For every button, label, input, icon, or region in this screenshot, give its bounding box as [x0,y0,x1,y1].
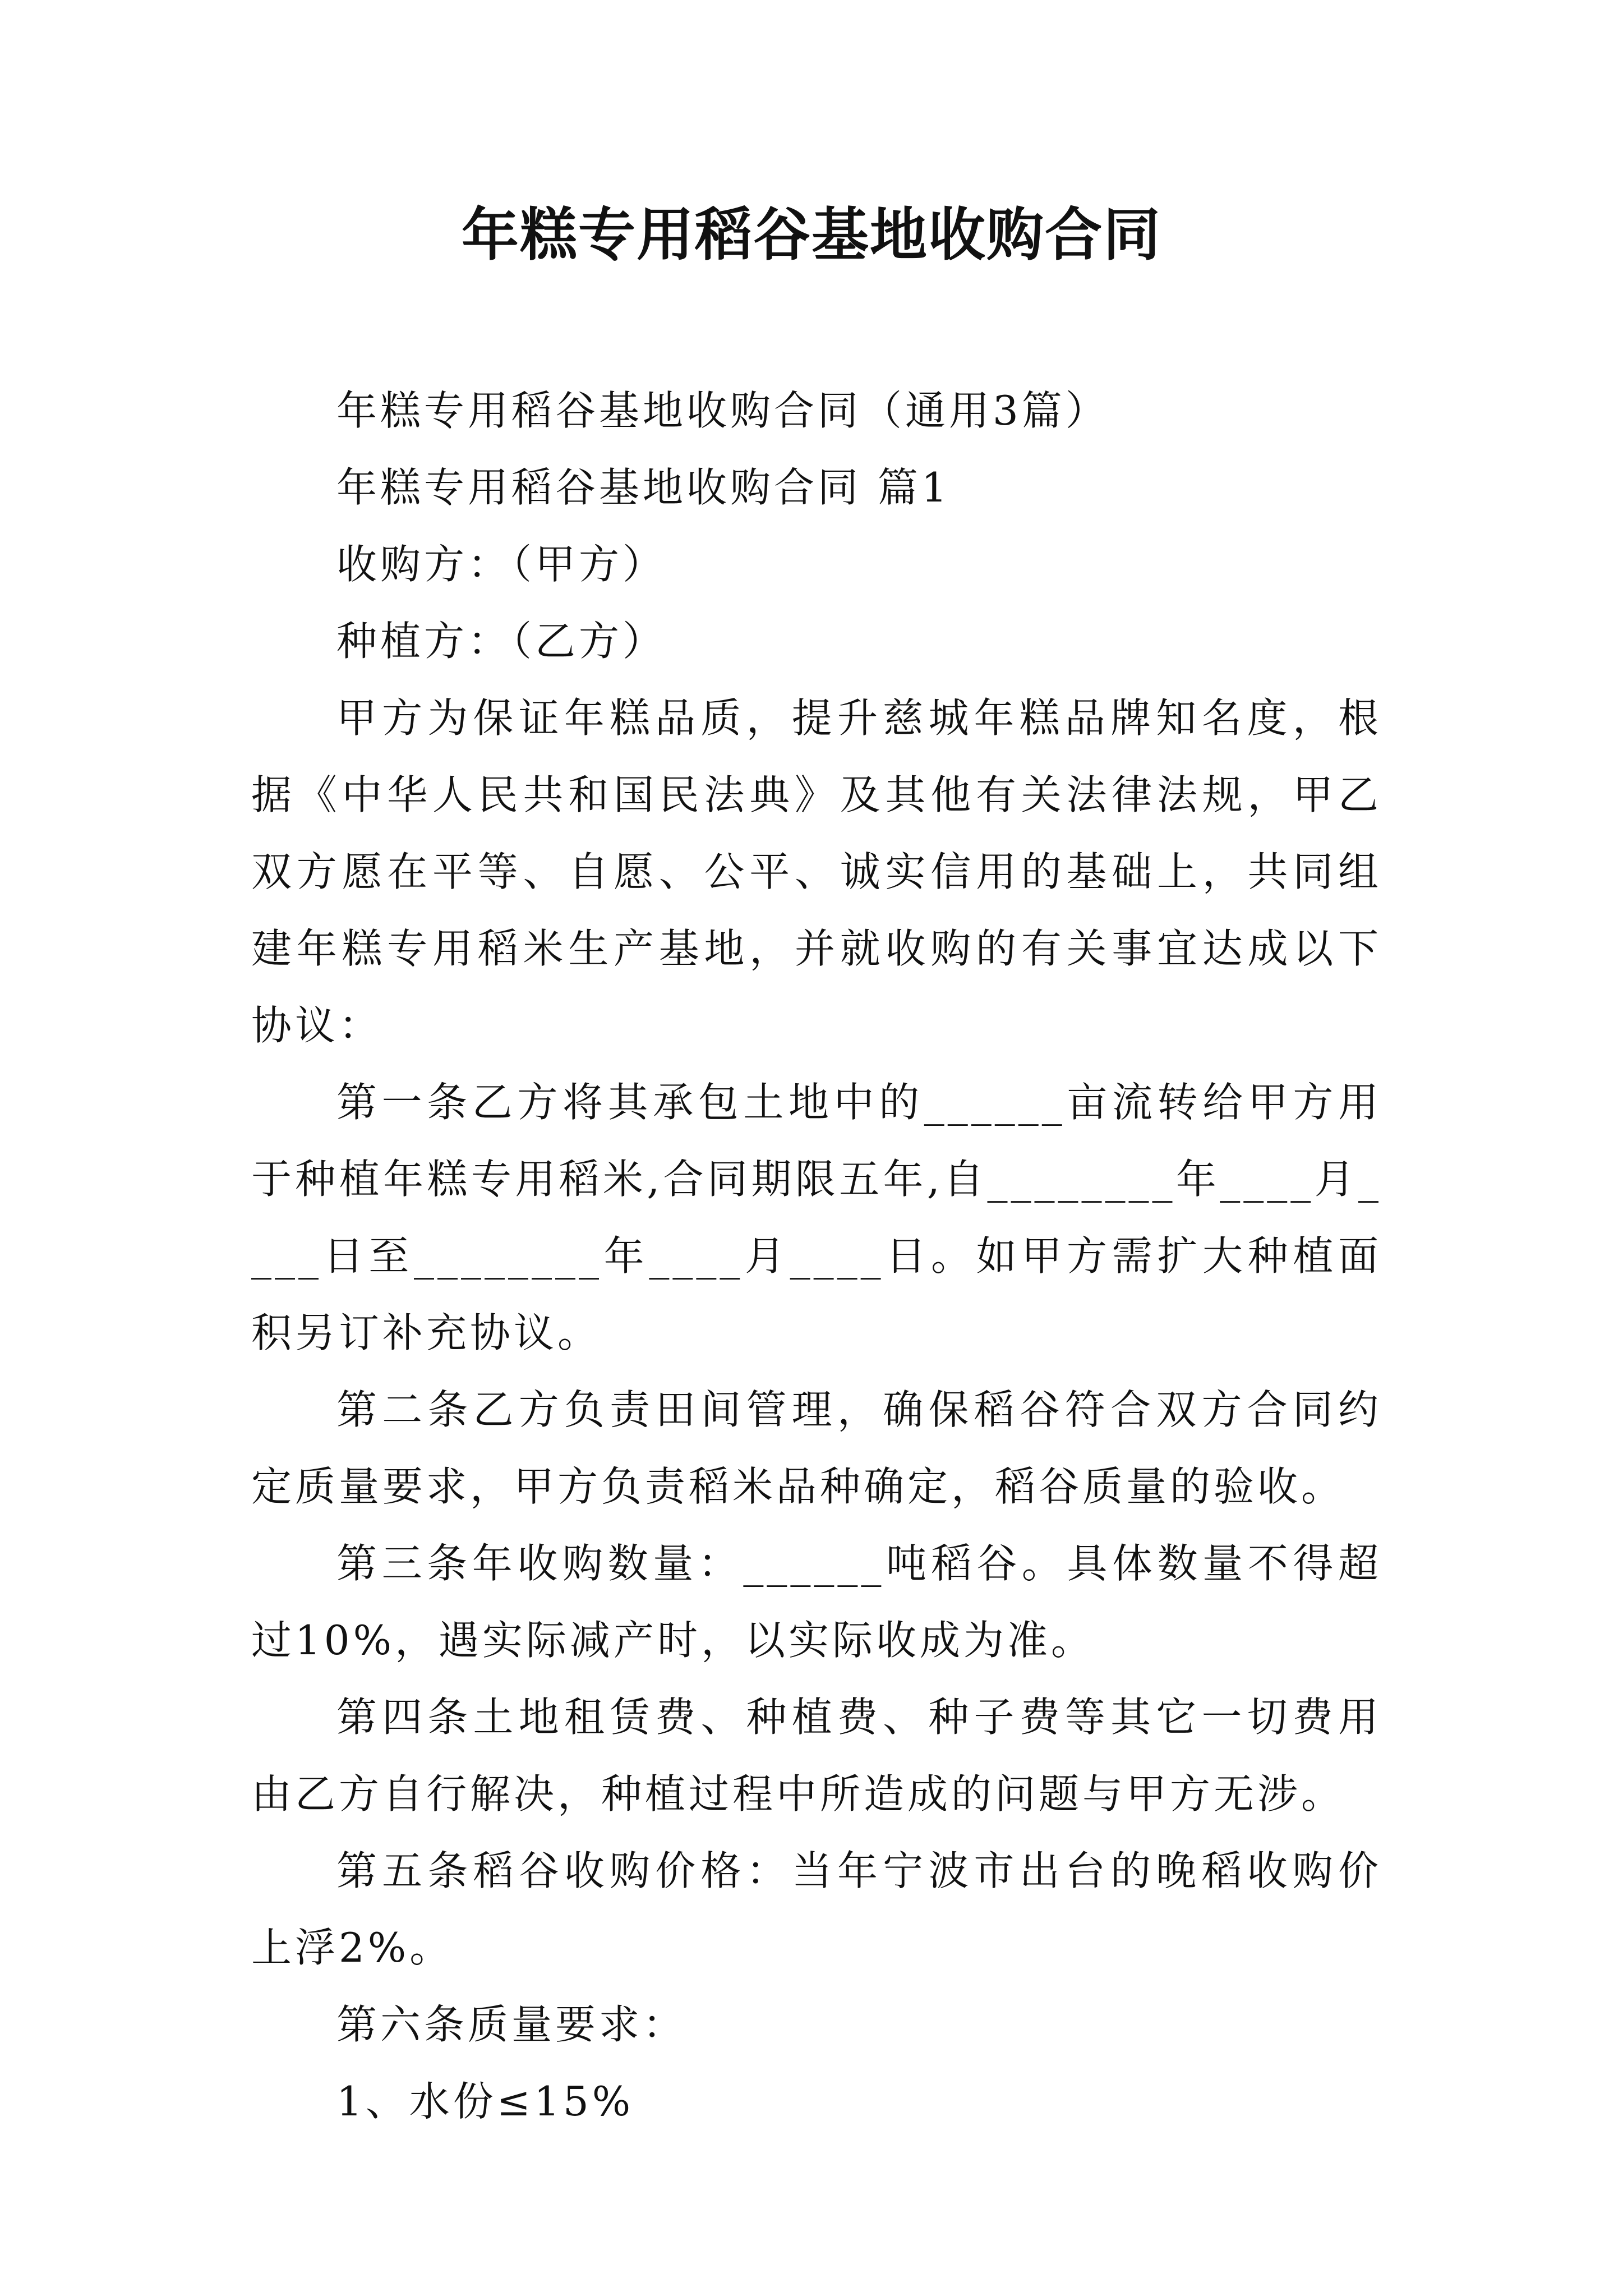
article-6-paragraph: 第六条质量要求： [336,2001,687,2048]
article-3-paragraph: 第三条年收购数量：______吨稻谷。具体数量不得超过10%，遇实际减产时，以实际收成为准。 [251,1540,1382,1664]
article-4-paragraph: 第四条土地租赁费、种植费、种子费等其它一切费用由乙方自行解决，种植过程中所造成的问题与甲方无涉。 [251,1694,1382,1818]
party-a-line: 收购方：（甲方） [336,541,667,588]
article-5-paragraph: 第五条稻谷收购价格：当年宁波市出台的晚稻收购价上浮2%。 [251,1847,1382,1971]
article-1-paragraph: 第一条乙方将其承包土地中的______亩流转给甲方用于种植年糕专用稻米,合同期限五年,自________年____月____日至________年____月____日。如甲方需扩大种植面积另订补充协议。 [251,1079,1382,1356]
section-heading: 年糕专用稻谷基地收购合同 篇1 [336,464,951,511]
party-b-line: 种植方：（乙方） [336,618,667,665]
document-body [251,372,1382,2140]
article-2-paragraph: 第二条乙方负责田间管理，确保稻谷符合双方合同约定质量要求，甲方负责稻米品种确定，稻谷质量的验收。 [251,1386,1382,1510]
document-title: 年糕专用稻谷基地收购合同 [462,202,1161,269]
list-item-1: 1、水份≤15% [336,2078,634,2125]
subtitle-paragraph: 年糕专用稻谷基地收购合同（通用3篇） [336,387,1109,434]
preamble-paragraph: 甲方为保证年糕品质，提升慈城年糕品牌知名度，根据《中华人民共和国民法典》及其他有关法律法规，甲乙双方愿在平等、自愿、公平、诚实信用的基础上，共同组建年糕专用稻米生产基地，并就收购的有关事宜达成以下协议： [251,694,1382,1049]
